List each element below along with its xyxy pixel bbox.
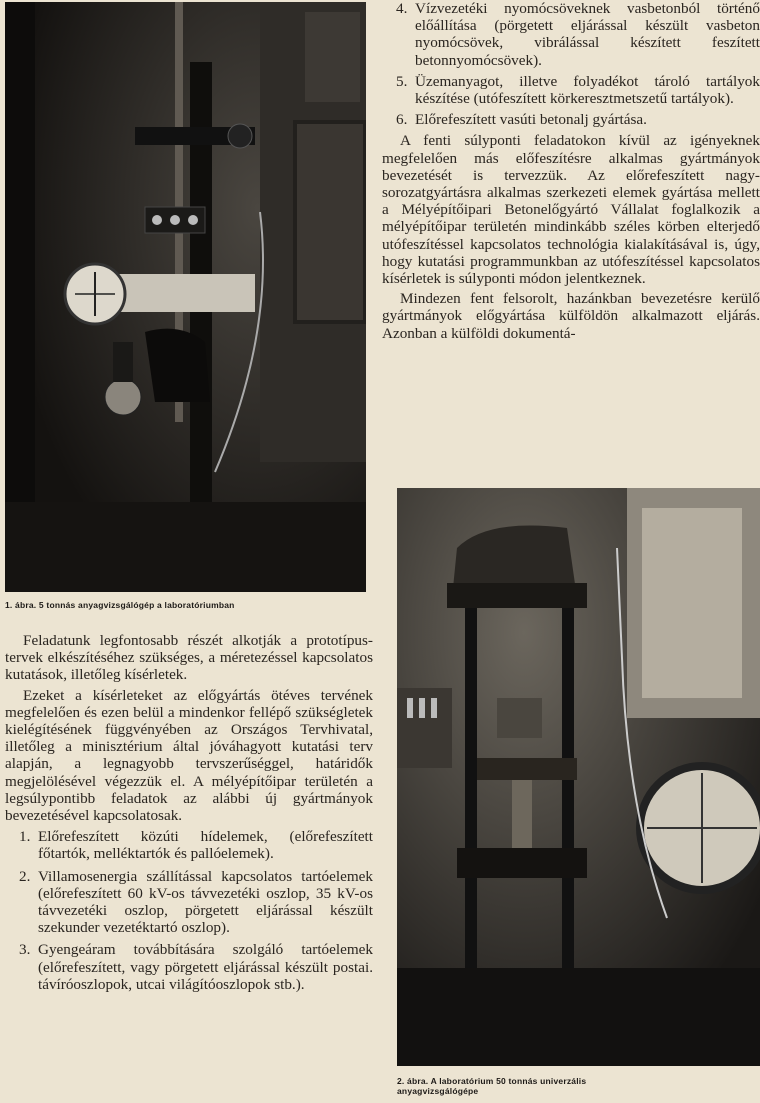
paragraph: Feladatunk legfontosabb részét alkotják a prototípus-tervek elkészítéséhez szükséges, a méretezéssel kapcsolatos kutatások, illetőleg kísérletek.: [5, 632, 373, 684]
left-text-column: [5, 632, 373, 998]
right-text-column: [382, 0, 760, 342]
figure-1-caption: 1. ábra. 5 tonnás anyagvizsgálógép a laboratóriumban: [5, 600, 235, 610]
paragraph: Ezeket a kísérleteket az előgyártás ötéves tervének megfelelően és ezen belül a mindenkor fellépő szükségletek kielégítésének függvényében az Országos Tervhivatal, illetőleg a minisztérium által jóváhagyott kutatási terv alapján, a legnagyobb tervszerűséggel, határidők megjelölésével végezzük el. A mélyépítőipar területén a legsúlypontibb feladatok az alábbi új gyártmányok bevezetésével kapcsolatosak.: [5, 686, 373, 825]
universal-testing-machine-50t-image: [397, 488, 760, 1066]
figure-2-caption: 2. ábra. A laboratórium 50 tonnás univerzális anyagvizsgálógépe: [397, 1076, 587, 1096]
list-item: 3. Gyengeáram továbbítására szolgáló tartóelemek (előrefeszített, vagy pörgetett eljárással készült postai. távíróoszlopok, utcai világítóoszlopok stb.).: [19, 941, 373, 993]
list-item: 4. Vízvezetéki nyomócsöveknek vasbetonból történő előállítása (pörgetett eljárással készült vasbeton nyomócsövek, vibrálással készített feszített betonnyomócsövek).: [396, 0, 760, 69]
list-item: 2. Villamosenergia szállítással kapcsolatos tartóelemek (előrefeszített 60 kV-os távvezetéki oszlop, 35 kV-os távvezetéki oszlop, pörgetett eljárással készült szekunder vezetéktartó oszlop).: [19, 867, 373, 937]
product-list-continued: [382, 0, 760, 128]
paragraph: A fenti súlyponti feladatokon kívül az igényeknek megfelelően más előfeszítésre alkalmas gyártmányok bevezetését is tervezzük. Az előrefeszített nagy-sorozatgyártásra alkalmas szerkezeti elemek gyártása mellett a Mélyépítőipari Betonelőgyártó Vállalat foglalkozik a mélyépítőipar területén mindinkább széles körben elterjedő utófeszítéssel kapcsolatos technológia kialakításával is, úgy, hogy kutatási programmunkban az utófeszítéssel kapcsolatos kísérletek is súlyponti módon jelentkeznek.: [382, 132, 760, 288]
paragraph: Mindezen fent felsorolt, hazánkban bevezetésre kerülő gyártmányok előgyártása külföldön alkalmazott eljárás. Azonban a külföldi dokumentá-: [382, 290, 760, 342]
list-item: 6. Előrefeszített vasúti betonalj gyártása.: [396, 111, 647, 129]
testing-machine-5t-image: [5, 2, 366, 592]
list-item: 5. Üzemanyagot, illetve folyadékot tároló tartályok készítése (utófeszített körkeresztmetszetű tartályok).: [396, 72, 760, 108]
figure-2-photo: [397, 488, 760, 1066]
product-list: [5, 828, 373, 993]
figure-1-photo: [5, 2, 366, 592]
list-item: 1. Előrefeszített közúti hídelemek, (előrefeszített főtartók, melléktartók és pallóelemek).: [19, 828, 373, 863]
